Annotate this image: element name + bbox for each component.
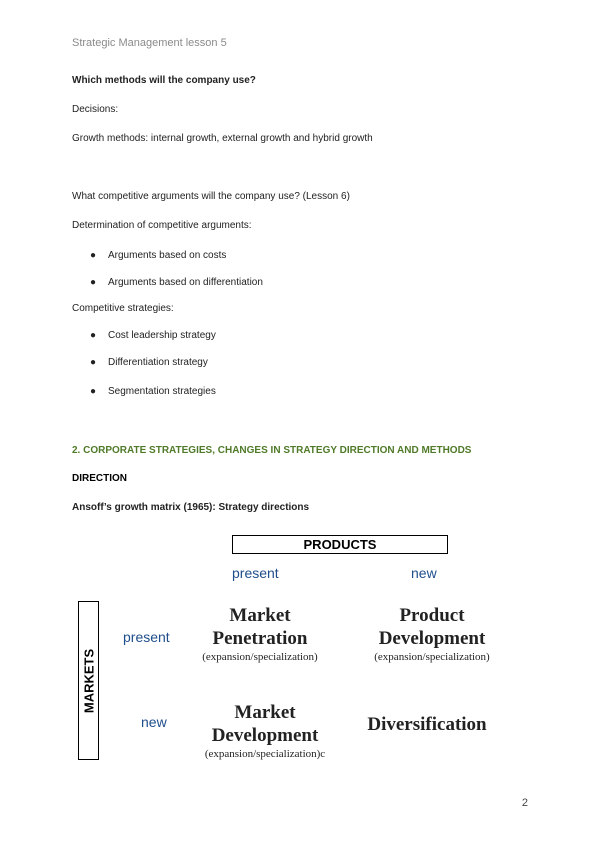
bullet-icon: ● xyxy=(90,277,97,288)
bullet-icon: ● xyxy=(90,357,97,368)
list-item-text: Differentiation strategy xyxy=(108,357,208,368)
cell-title: Penetration xyxy=(212,628,308,649)
direction-heading: DIRECTION xyxy=(72,473,127,484)
cell-subtitle: (expansion/specialization)c xyxy=(204,748,326,760)
cell-title: Development xyxy=(211,725,319,746)
page-header: Strategic Management lesson 5 xyxy=(72,37,227,49)
cell-title: Diversification xyxy=(367,714,487,735)
determination-label: Determination of competitive arguments: xyxy=(72,220,252,231)
cell-title: Development xyxy=(378,628,486,649)
list-item-text: Arguments based on costs xyxy=(108,250,227,261)
markets-label: MARKETS xyxy=(81,648,96,713)
list-item xyxy=(90,386,216,397)
decisions-label: Decisions: xyxy=(72,104,119,115)
products-present-label: present xyxy=(232,565,279,581)
products-new-label: new xyxy=(411,565,437,581)
list-item-text: Cost leadership strategy xyxy=(108,330,216,341)
products-header: PRODUCTS xyxy=(232,535,448,554)
list-item-text: Arguments based on differentiation xyxy=(108,277,263,288)
market-development-cell xyxy=(190,701,340,761)
list-item xyxy=(90,277,263,288)
cell-subtitle: (expansion/specialization) xyxy=(374,651,490,663)
question-methods: Which methods will the company use? xyxy=(72,75,256,86)
markets-new-label: new xyxy=(141,714,167,730)
markets-present-label: present xyxy=(123,629,170,645)
cell-title: Product xyxy=(399,605,465,626)
list-item xyxy=(90,250,226,261)
question-competitive: What competitive arguments will the company use? (Lesson 6) xyxy=(72,191,350,202)
bullet-icon: ● xyxy=(90,330,97,341)
page-number: 2 xyxy=(521,797,528,809)
bullet-icon: ● xyxy=(90,386,97,397)
list-item-text: Segmentation strategies xyxy=(108,386,216,397)
cell-title: Market xyxy=(234,702,296,723)
section-heading: 2. CORPORATE STRATEGIES, CHANGES IN STRATEGY DIRECTION AND METHODS xyxy=(72,445,472,456)
bullet-icon: ● xyxy=(90,250,97,261)
competitive-strategies-label: Competitive strategies: xyxy=(72,303,174,314)
diversification-cell xyxy=(352,713,502,736)
cell-title: Market xyxy=(229,605,291,626)
list-item xyxy=(90,330,216,341)
cell-subtitle: (expansion/specialization) xyxy=(202,651,318,663)
markets-header xyxy=(78,601,99,760)
list-item xyxy=(90,357,208,368)
product-development-cell xyxy=(357,604,507,664)
growth-methods-text: Growth methods: internal growth, external growth and hybrid growth xyxy=(72,133,373,144)
market-penetration-cell xyxy=(185,604,335,664)
ansoff-title: Ansoff’s growth matrix (1965): Strategy directions xyxy=(72,502,310,513)
